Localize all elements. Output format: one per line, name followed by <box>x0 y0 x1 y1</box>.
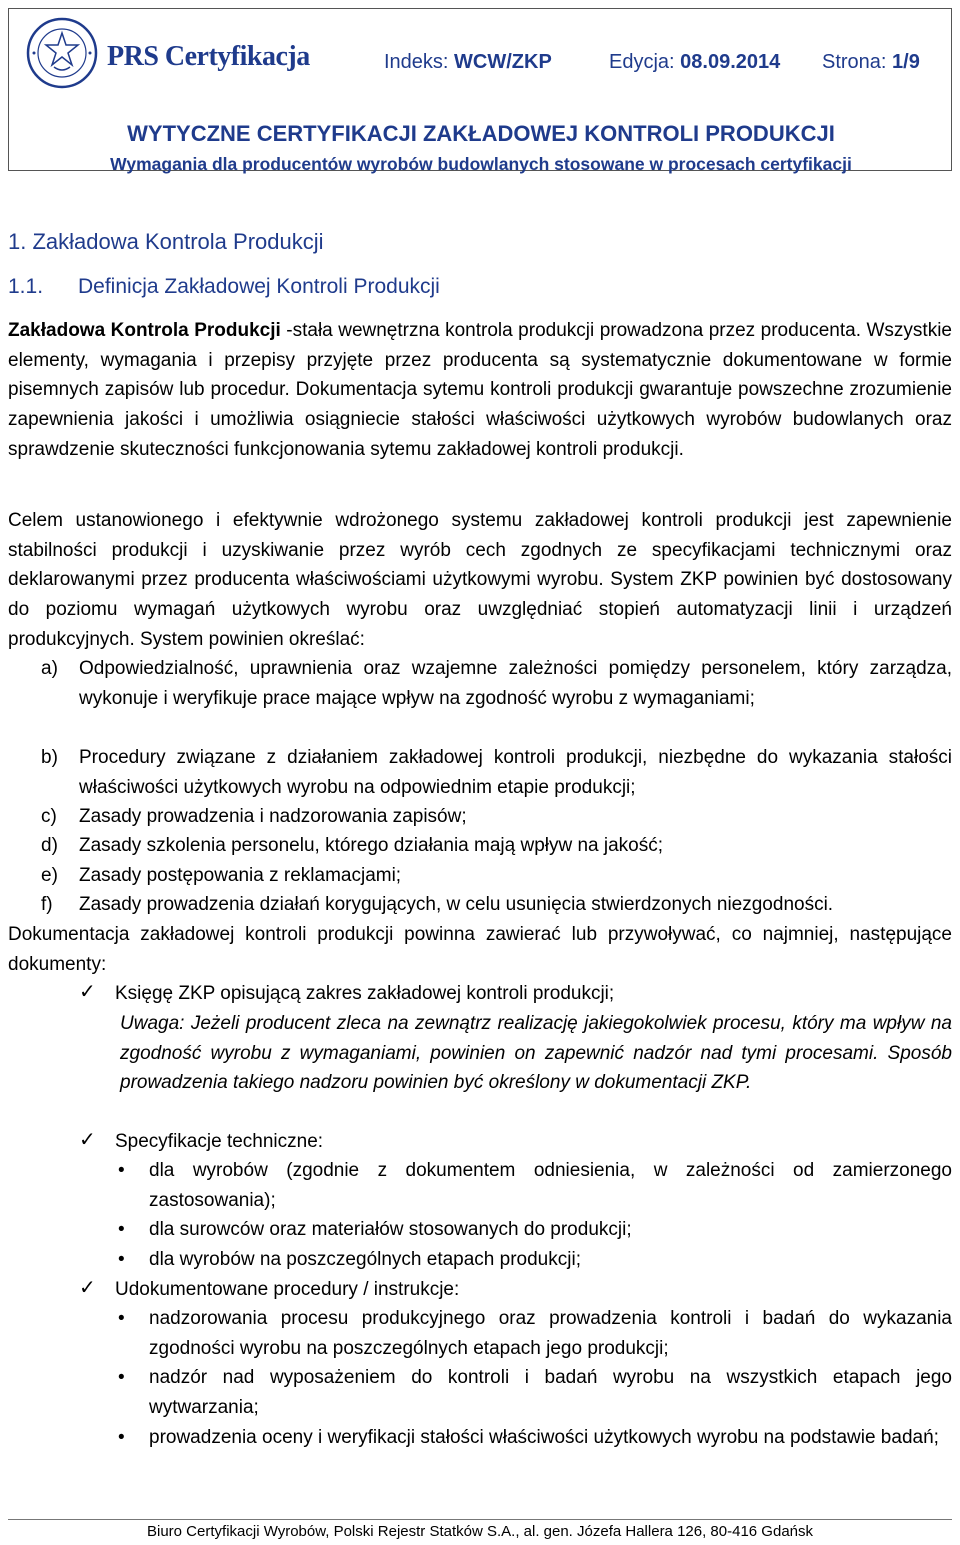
edition-label: Edycja: <box>609 51 675 73</box>
definition-paragraph <box>8 316 952 465</box>
checkmark-icon: ✓ <box>79 1129 96 1151</box>
section-heading: 1. Zakładowa Kontrola Produkcji <box>8 229 324 254</box>
check-item-specifications: Specyfikacje techniczne: <box>115 1131 324 1152</box>
note-paragraph: Uwaga: Jeżeli producent zleca na zewnątrz realizację jakiegokolwiek procesu, który ma wpływ na zgodność wyrobu z wymaganiami, powinien on zapewnić nadzór nad tymi procesami. Sposób prowadzenia takiego nadzoru powinien być określony w dokumentacji ZKP. <box>120 1013 952 1094</box>
bullet-item: dla wyrobów (zgodnie z dokumentem odniesienia, w zależności od zamierzonego zastosowania); <box>149 1160 952 1211</box>
definition-term: Zakładowa Kontrola Produkcji <box>8 320 281 341</box>
prs-seal-logo <box>26 17 98 89</box>
purpose-paragraph: Celem ustanowionego i efektywnie wdrożonego systemu zakładowej kontroli produkcji jest zapewnienie stabilności produkcji i uzyskiwanie przez wyrób cech zgodnych ze specyfikacjami technicznymi oraz deklarowanymi przez producenta właściwościami użytkowymi wyrobu. System ZKP powinien być dostosowany do poziomu wymagań użytkowych wyrobu oraz uwzględniać stopień automatyzacji linii i urządzeń produkcyjnych. System powinien określać: <box>8 510 952 650</box>
bullet-icon: • <box>118 1249 125 1270</box>
edition-field <box>609 51 780 74</box>
page-footer: Biuro Certyfikacji Wyrobów, Polski Rejestr Statków S.A., al. gen. Józefa Hallera 126, 80-416 Gdańsk <box>147 1523 813 1540</box>
edition-value: 08.09.2014 <box>680 51 781 73</box>
document-header <box>8 8 952 174</box>
subsection-title: Definicja Zakładowej Kontroli Produkcji <box>78 275 440 298</box>
footer-divider <box>8 1519 952 1520</box>
check-item-procedures: Udokumentowane procedury / instrukcje: <box>115 1279 460 1300</box>
logo-text: PRS Certyfikacja <box>107 41 310 72</box>
document-page: PRS Certyfikacja Indeks: WCW/ZKP Edycja: 08.09.2014 Strona: 1/9 WYTYCZNE CERTYFIKACJI ZAKŁADOWEJ KONTROLI PRODUKCJI Wymagania dla producentów wyrobów budowlanych stosowane w procesach certyfikacji 1. Zakładowa Kontrola Produkcji 1.1. Definicja Zakładowej Kontroli Produkcji Zakładowa Kontrola Produkcji -stała wewnętrzna kontrola produkcji prowadzona przez producenta. Wszystkie elementy, wymagania i przepisy przyjęte przez producenta są systematycznie dokumentowane w formie pisemnych zapisów lub procedur. Dokumentacja sytemu kontroli produkcji gwarantuje powszechne zrozumienie zapewnienia jakości i umożliwia osiągniecie stałości właściwości użytkowych wyrobów budowlanych oraz sprawdzenie skuteczności funkcjonowania sytemu zakładowej kontroli produkcji. Celem ustanowionego i efektywnie wdrożonego systemu zakładowej kontroli produkcji jest zapewnienie stabilności produkcji i uzyskiwanie przez wyrób cech zgodnych ze specyfikacjami technicznymi oraz deklarowanymi przez producenta właściwościami użytkowymi wyrobu. System ZKP powinien być dostosowany do poziomu wymagań użytkowych wyrobu oraz uwzględniać stopień automatyzacji linii i urządzeń produkcyjnych. System powinien określać: a) Odpowiedzialność, uprawnienia oraz wzajemne zależności pomiędzy personelem, który zarządza, wykonuje i weryfikuje prace mające wpływ na zgodność wyrobu z wymaganiami; b) Procedury związane z działaniem zakładowej kontroli produkcji, niezbędne do wykazania stałości właściwości użytkowych wyrobu na odpowiednim etapie produkcji; c) Zasady prowadzenia i nadzorowania zapisów; d) Zasady szkolenia personelu, którego działania mają wpływ na jakość; e) Zasady postępowania z reklamacjami; f) Zasady prowadzenia działań korygujących, w celu usunięcia stwierdzonych niezgodności. Dokumentacja zakładowej kontroli produkcji powinna zawierać lub przywoływać, co najmniej, następujące dokumenty: ✓ Księgę ZKP opisującą zakres zakładowej kontroli produkcji; Uwaga: Jeżeli producent zleca na zewnątrz realizację jakiegokolwiek procesu, który ma wpływ na zgodność wyrobu z wymaganiami, powinien on zapewnić nadzór nad tymi procesami. Sposób prowadzenia takiego nadzoru powinien być określony w dokumentacji ZKP. ✓ Specyfikacje techniczne: • dla wyrobów (zgodnie z dokumentem odniesienia, w zależności od zamierzonego zastosowania); • dla surowców oraz materiałów stosowanych do produkcji; • dla wyrobów na poszczególnych etapach produkcji; ✓ Udokumentowane procedury / instrukcje: • nadzorowania procesu produkcyjnego oraz prowadzenia kontroli i badań do wykazania zgodności wyrobu na poszczególnych etapach jego produkcji; • nadzór nad wyposażeniem do kontroli i badań wyrobu na wszystkich etapach jego wytwarzania; • prowadzenia oceny i weryfikacji stałości właściwości użytkowych wyrobu na podstawie badań; Biuro Certyfikacji Wyrobów, Polski Rejestr Statków S.A., al. gen. Józefa Hallera 126, 80-416 Gdańsk <box>0 0 960 1545</box>
bullet-item: prowadzenia oceny i weryfikacji stałości właściwości użytkowych wyrobu na podstawie badań; <box>149 1427 939 1448</box>
subsection-heading <box>8 275 440 299</box>
document-subtitle: Wymagania dla producentów wyrobów budowlanych stosowane w procesach certyfikacji <box>110 154 852 174</box>
definition-text: -stała wewnętrzna kontrola produkcji prowadzona przez producenta. Wszystkie elementy, wymagania i przepisy przyjęte przez producenta są systematycznie dokumentowane w formie pisemnych zapisów lub procedur. Dokumentacja sytemu kontroli produkcji gwarantuje powszechne zrozumienie zapewnienia jakości i umożliwia osiągniecie stałości właściwości użytkowych wyrobów budowlanych oraz sprawdzenie skuteczności funkcjonowania sytemu zakładowej kontroli produkcji. <box>8 320 952 460</box>
subsection-number: 1.1. <box>8 275 44 298</box>
bullet-icon: • <box>118 1308 125 1329</box>
bullet-item: nadzór nad wyposażeniem do kontroli i badań wyrobu na wszystkich etapach jego wytwarzania; <box>149 1367 952 1418</box>
page-number-field <box>822 51 920 74</box>
index-field <box>384 51 552 74</box>
documentation-paragraph: Dokumentacja zakładowej kontroli produkcji powinna zawierać lub przywoływać, co najmniej, następujące dokumenty: <box>8 924 952 975</box>
bullet-item: nadzorowania procesu produkcyjnego oraz prowadzenia kontroli i badań do wykazania zgodności wyrobu na poszczególnych etapach jego produkcji; <box>149 1308 952 1359</box>
bullet-icon: • <box>118 1160 125 1181</box>
check-item-quality-book: Księgę ZKP opisującą zakres zakładowej kontroli produkcji; <box>115 983 615 1004</box>
checkmark-icon: ✓ <box>79 1277 96 1299</box>
page-value: 1/9 <box>892 51 920 73</box>
bullet-item: dla wyrobów na poszczególnych etapach produkcji; <box>149 1249 581 1270</box>
document-title: WYTYCZNE CERTYFIKACJI ZAKŁADOWEJ KONTROLI PRODUKCJI <box>127 121 835 146</box>
bullet-item: dla surowców oraz materiałów stosowanych do produkcji; <box>149 1219 632 1240</box>
bullet-icon: • <box>118 1427 125 1448</box>
bullet-icon: • <box>118 1367 125 1388</box>
checkmark-icon: ✓ <box>79 981 96 1003</box>
page-label: Strona: <box>822 51 887 73</box>
index-label: Indeks: <box>384 51 449 73</box>
bullet-icon: • <box>118 1219 125 1240</box>
index-value: WCW/ZKP <box>454 51 552 73</box>
